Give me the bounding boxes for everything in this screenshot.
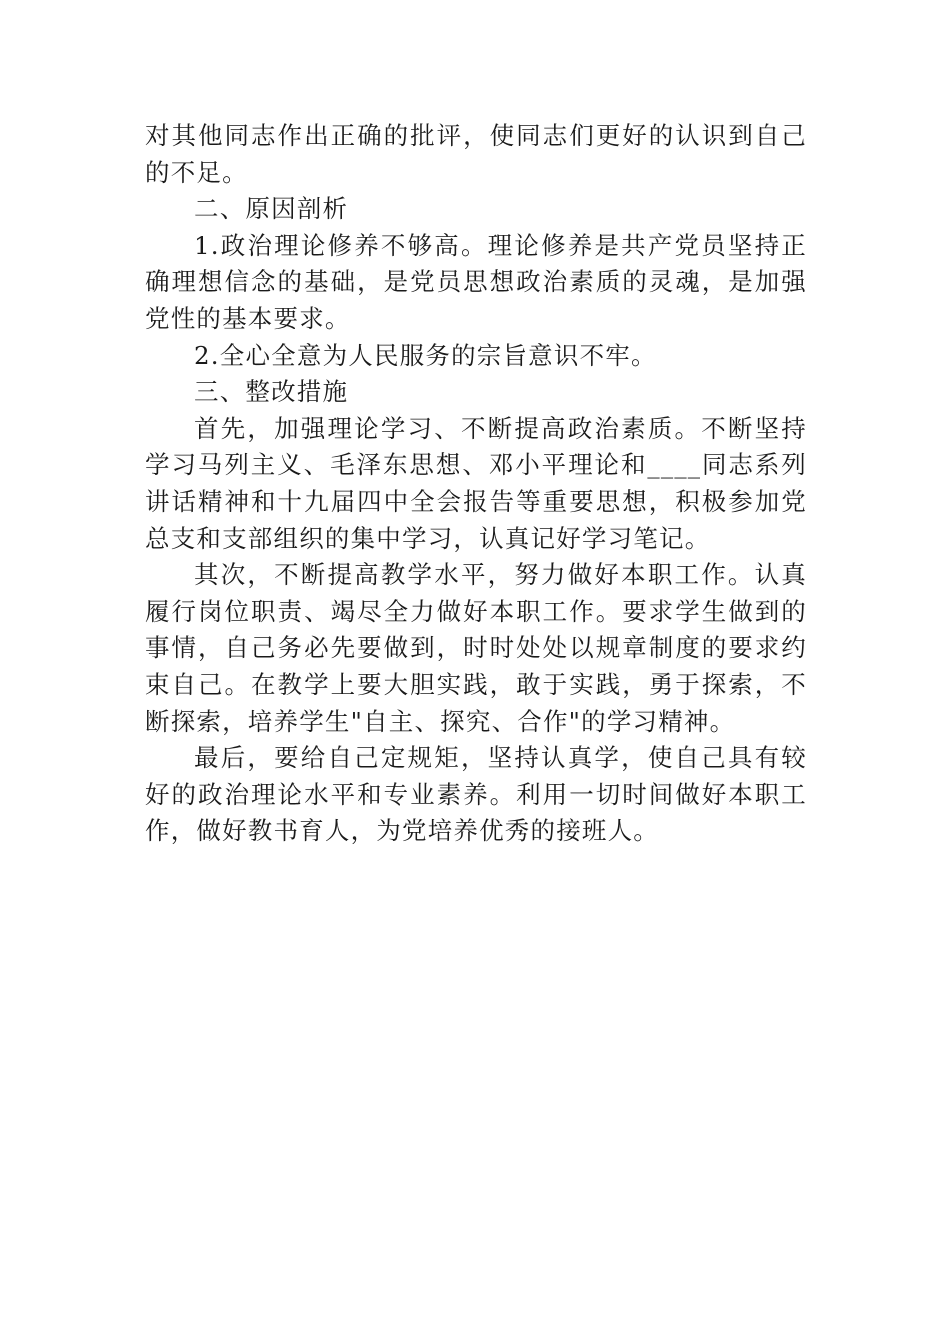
section-heading-cause-analysis: 二、原因剖析 (194, 194, 349, 224)
paragraph-continuation: 对其他同志作出正确的批评，使同志们更好的认识到自己的不足。 (145, 121, 807, 187)
paragraph-measure-last: 最后，要给自己定规矩，坚持认真学，使自己具有较好的政治理论水平和专业素养。利用一切时间做好本职工作，做好教书育人，为党培养优秀的接班人。 (145, 743, 807, 846)
document-body (145, 118, 807, 850)
paragraph-measure-first: 首先，加强理论学习、不断提高政治素质。不断坚持学习马列主义、毛泽东思想、邓小平理论和____同志系列讲话精神和十九届四中全会报告等重要思想，积极参加党总支和支部组织的集中学习，认真记好学习笔记。 (145, 413, 807, 553)
paragraph-measure-second: 其次，不断提高教学水平，努力做好本职工作。认真履行岗位职责、竭尽全力做好本职工作。要求学生做到的事情，自己务必先要做到，时时处处以规章制度的要求约束自己。在教学上要大胆实践，敢于实践，勇于探索，不断探索，培养学生"自主、探究、合作"的学习精神。 (145, 560, 807, 736)
paragraph-cause-1: 1.政治理论修养不够高。理论修养是共产党员坚持正确理想信念的基础，是党员思想政治素质的灵魂，是加强党性的基本要求。 (145, 230, 807, 333)
paragraph-cause-2: 2.全心全意为人民服务的宗旨意识不牢。 (194, 340, 657, 370)
section-heading-rectification: 三、整改措施 (194, 377, 349, 407)
